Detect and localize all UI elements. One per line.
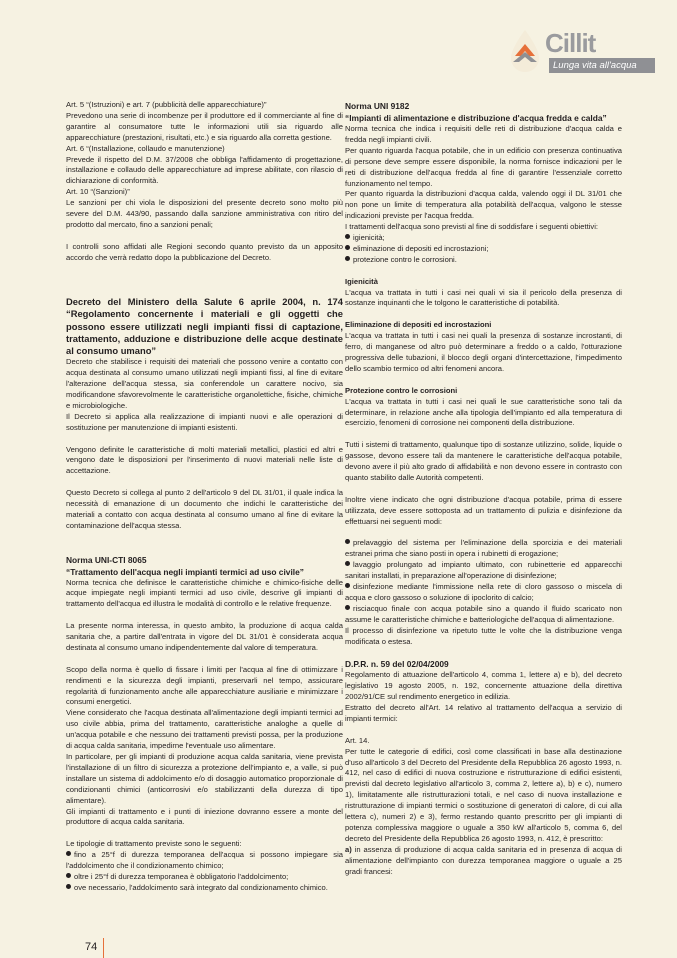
brand-name: Cillit xyxy=(545,28,596,58)
depositi-title: Eliminazione di depositi ed incrostazioni xyxy=(345,320,492,330)
list-item: disinfezione mediante l'immissione nella rete di cloro gassoso o miscela di acqua e cloro gassoso o soluzione di ipoclorito di calcio; xyxy=(345,581,622,602)
left-column xyxy=(66,100,343,894)
art14-heading: Art. 14. xyxy=(345,735,370,745)
bullet-icon xyxy=(345,561,350,566)
uni-cti-subtitle: “Trattamento dell'acqua negli impianti termici ad uso civile” xyxy=(66,566,304,577)
intro-art6-body: Prevede il rispetto del D.M. 37/2008 che obbliga l'affidamento di progettazione, installazione e collaudo delle apparecchiature ad imprese abilitate, con rilascio di dichiarazione di conformità. xyxy=(66,154,343,186)
uni-cti-body: Norma tecnica che definisce le caratteristiche chimiche e chimico-fisiche delle acque impiegate negli impianti termici ad uso civile, descrive gli impianti di trattamento dell'acqua ed illustra le modalità di controllo e le relative frequenze. xyxy=(66,577,343,609)
list-item: oltre i 25°f di durezza temporanea è obbligatorio l'addolcimento; xyxy=(66,872,343,883)
uni-subtitle: “Impianti di alimentazione e distribuzione d'acqua fredda e calda” xyxy=(345,113,607,123)
uni-body-3: Per quanto riguarda la distribuzioni d'acqua calda, valendo oggi il DL 31/01 che non pone un limite di temperatura alla potabilità dell'acqua, valgono le stesse indicazioni previste per l'acqua fredda. xyxy=(345,189,622,221)
list-item: fino a 25°f di durezza temporanea dell'acqua si possono impiegare sia l'addolcimento che il condizionamento chimico; xyxy=(66,850,343,871)
bullet-icon xyxy=(345,256,350,261)
bullet-icon xyxy=(345,605,350,610)
corrosioni-body: L'acqua va trattata in tutti i casi nei quali le sue caratteristiche sono tali da determinare, in relazione anche alla tipologia dell'impianto ed alla temperatura di esercizio, fenomeni di corrosione nei componenti della distribuzione. xyxy=(345,396,622,428)
art14-body: Per tutte le categorie di edifici, così come classificati in base alla destinazione d'uso all'articolo 3 del Decreto del Presidente della Repubblica 26 agosto 1993, n. 412, nel caso di edifici di nuova costruzione e ristrutturazione di edifici esistenti, previsti dal decreto legislativo all'articolo 3, comma 2, lettere a), b) e c), numero 1), limitatamente alle ristrutturazioni totali, e nel caso di nuova installazione e ristrutturazione di impianti termici o sostituzione di generatori di calore, di cui alla lettera c), numeri 2) e 3), fermo restando quanto prescritto per gli impianti di potenza complessiva maggiore o uguale a 350 kW all'articolo 5, comma 6, del decreto del Presidente della Repubblica 26 agosto 1993, n. 412, è prescritto: xyxy=(345,746,622,843)
bullet-icon xyxy=(66,851,71,856)
bullet-icon xyxy=(345,583,350,588)
list-item: lavaggio prolungato ad impianto ultimato, con rubinetterie ed apparecchi sanitari installati, in preparazione all'operazione di disinfezione; xyxy=(345,560,622,581)
art14-a: a) in assenza di produzione di acqua calda sanitaria ed in presenza di acqua di alimentazione dell'impianto con durezza temporanea maggiore o uguale a 25 gradi francesi: xyxy=(345,844,622,876)
intro-art10-body: Le sanzioni per chi viola le disposizioni del presente decreto sono molto più severe del D.M. 443/90, passando dalla sanzione amministrativa con ritiro del prodotto dal mercato, fino a sanzioni penali; xyxy=(66,198,343,229)
intro-art5: Art. 5 “(Istruzioni) e art. 7 (pubblicità delle apparecchiature)” xyxy=(66,100,267,109)
decree-title: Decreto del Ministero della Salute 6 aprile 2004, n. 174 “Regolamento concernente i materiali e gli oggetti che possono essere utilizzati negli impianti fissi di captazione, trattamento, adduzione e distribuzione delle acque destinate al consumo umano” xyxy=(66,296,343,357)
uni-cti-title: Norma UNI-CTI 8065 xyxy=(66,554,147,565)
brand-logo xyxy=(505,28,655,76)
bullet-icon xyxy=(66,873,71,878)
intro-art5-body: Prevedono una serie di incombenze per il produttore ed il commerciante al fine di garantire al consumatore tutte le informazioni utili sia riguardo alle apparecchiature (prestazioni, risultati, etc.) e sia riguardo alla corretta gestione. xyxy=(66,110,343,142)
uni-body-2: Per quanto riguarda l'acqua potabile, che in un edificio con presenza continuativa di persone deve sempre essere disponibile, la norma fornisce indicazioni per le reti di distribuzione dell'acqua fredda al fine di garantire l'essenziale corretto funzionamento nel tempo. xyxy=(345,145,622,188)
disinfection-outro: Il processo di disinfezione va ripetuto tutte le volte che la distribuzione venga modificata o estesa. xyxy=(345,625,622,646)
disinfection-intro: Inoltre viene indicato che ogni distribuzione d'acqua potabile, prima di essere utilizzata, deve essere sottoposta ad un trattamento di pulizia e disinfezione da effettuarsi nei seguenti modi: xyxy=(345,494,622,526)
uni-cti-body-4: Viene considerato che l'acqua destinata all'alimentazione degli impianti termici ad uso civile abbia, prima del trattamento, caratteristiche analoghe a quelle di un'acqua potabile e che nessuno dei trattamenti previsti possa, per la produzione di acqua calda sanitaria, impedirne l'eventuale uso alimentare. xyxy=(66,708,343,751)
uni-cti-body-6: Gli impianti di trattamento e i punti di iniezione dovranno essere a monte del produttore di acqua calda sanitaria. xyxy=(66,806,343,827)
decree-body-3: Vengono definite le caratteristiche di molti materiali metallici, plastici ed altri e vengono date le disposizioni per l'inserimento di nuovi materiali nelle liste di accettazione. xyxy=(66,444,343,476)
list-item: risciacquo finale con acqua potabile sino a quando il fluido scaricato non assume le caratteristiche chimiche e batteriologiche dell'acqua di alimentazione. xyxy=(345,603,622,624)
right-column xyxy=(345,100,622,878)
footer-rule xyxy=(103,938,104,958)
uni-title: Norma UNI 9182 xyxy=(345,101,410,111)
bullet-icon xyxy=(66,884,71,889)
controls-text: I controlli sono affidati alle Regioni secondo quanto previsto da un apposito accordo che verrà redatto dopo la pubblicazione del Decreto. xyxy=(66,241,343,262)
dpr-body-2: Estratto del decreto all'Art. 14 relativo al trattamento dell'acqua a servizio di impianti termici: xyxy=(345,703,622,723)
igienicita-title: Igienicità xyxy=(345,276,378,286)
cillit-drop-icon xyxy=(505,28,545,74)
list-item: prelavaggio del sistema per l'eliminazione della sporcizia e dei materiali estranei prima che siano posti in opera i rubinetti di erogazione; xyxy=(345,538,622,559)
bullet-icon xyxy=(345,234,350,239)
list-item: protezione contro le corrosioni. xyxy=(345,255,622,266)
igienicita-body: L'acqua va trattata in tutti i casi nei quali vi sia il pericolo della presenza di sostanze inquinanti che le tolgono le caratteristiche di potabilità. xyxy=(345,287,622,308)
decree-body-4: Questo Decreto si collega al punto 2 dell'articolo 9 del DL 31/01, il quale indica la necessità di emanazione di un documento che indichi le caratteristiche dei materiali a contatto con acqua destinata al consumo umano al fine di evitare la contaminazione dell'acqua stessa. xyxy=(66,488,343,530)
uni-cti-body-5: In particolare, per gli impianti di produzione acqua calda sanitaria, viene prevista l'installazione di un filtro di sicurezza a protezione dell'impianto e, a valle, si può installare un sistema di addolcimento e/o di dosaggio automatico proporzionale di condizionanti chimici (anticorrosivi e/o stabilizzanti della durezza di tipo alimentare). xyxy=(66,752,343,805)
uni-body-4: I trattamenti dell'acqua sono previsti al fine di soddisfare i seguenti obiettivi: xyxy=(345,222,599,232)
uni-body-1: Norma tecnica che indica i requisiti delle reti di distribuzione d'acqua calda e fredda negli impianti civili. xyxy=(345,124,622,144)
list-item: igienicità; xyxy=(345,233,622,244)
uni-cti-body-3: Scopo della norma è quello di fissare i limiti per l'acqua al fine di ottimizzare i rendimenti e la sicurezza degli impianti, preservarli nel tempo, assicurare regolarità di funzionamento anche alle apparecchiature ausiliarie e minimizzare i consumi energetici. xyxy=(66,664,343,707)
list-item: ove necessario, l'addolcimento sarà integrato dal condizionamento chimico. xyxy=(66,883,343,894)
intro-art6: Art. 6 “(Installazione, collaudo e manutenzione) xyxy=(66,143,225,153)
typologies-intro: Le tipologie di trattamento previste sono le seguenti: xyxy=(66,839,242,849)
systems-body: Tutti i sistemi di trattamento, qualunque tipo di sostanze utilizzino, solide, liquide o gassose, devono essere tali da mantenere le caratteristiche dell'acqua potabile, devono avere il più alto grado di affidabilità e non devono essere in contrasto con quanto stabilito dalle Autorità competenti. xyxy=(345,440,622,482)
page-number: 74 xyxy=(85,941,98,953)
brand-tagline: Lunga vita all'acqua xyxy=(549,58,655,73)
bullet-icon xyxy=(345,539,350,544)
uni-cti-body-2: La presente norma interessa, in questo ambito, la produzione di acqua calda sanitaria che, a partire dall'entrata in vigore del DL 31/01 è considerata acqua destinata al consumo umano indipendentemente dal valore di temperatura. xyxy=(66,621,343,652)
corrosioni-title: Protezione contro le corrosioni xyxy=(345,385,458,395)
intro-art10: Art. 10 “(Sanzioni)” xyxy=(66,187,130,197)
list-item: eliminazione di depositi ed incrostazioni; xyxy=(345,244,622,255)
decree-body-2: Il Decreto si applica alla realizzazione di impianti nuovi e alle operazioni di sostituzione per manutenzione di impianti esistenti. xyxy=(66,411,343,432)
art14-a-label: a) xyxy=(345,844,352,854)
decree-body: Decreto che stabilisce i requisiti dei materiali che possono venire a contatto con acqua destinata al consumo umano utilizzati negli impianti fissi, al fine di evitare l'alterazione dell'acqua stessa, sia conferendole un carattere nocivo, sia modificandone sfavorevolmente le caratteristiche organolettiche, fisiche, chimiche e microbiologiche. xyxy=(66,357,343,410)
dpr-body-1: Regolamento di attuazione dell'articolo 4, comma 1, lettere a) e b), del decreto legislativo 19 agosto 2005, n. 192, concernente attuazione della direttiva 2002/91/CE sul rendimento energetico in edilizia. xyxy=(345,670,622,702)
bullet-icon xyxy=(345,245,350,250)
depositi-body: L'acqua va trattata in tutti i casi nei quali la presenza di sostanze incrostanti, di ferro, di manganese od altro può determinare a freddo o a caldo, l'otturazione progressiva delle tubazioni, il blocco degli organi d'intercettazione, l'impedimento dello scambio termico od altri fenomeni ancora. xyxy=(345,331,622,373)
dpr-title: D.P.R. n. 59 del 02/04/2009 xyxy=(345,659,449,670)
